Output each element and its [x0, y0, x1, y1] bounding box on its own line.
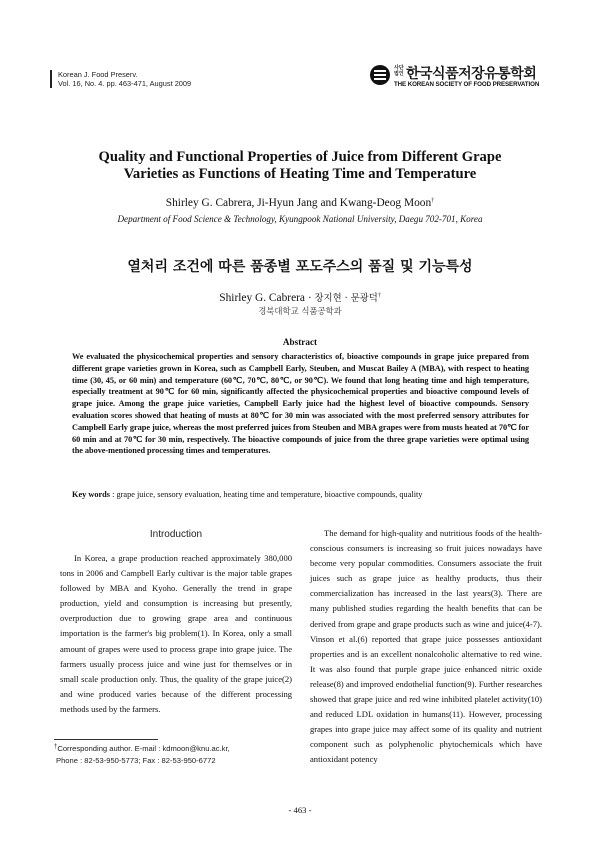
- intro-paragraph-left: In Korea, a grape production reached approximately 380,000 tons in 2006 and Campbell Early cultivar is the major table grapes followed by MBA and Kyoho. Generally the trend in grape production, yield and consumption is increasing but presently, overproduction due to growing grape area and continuous importation is the farmer's big problem(1). In Korea, only a small amount of grapes were used to process grape into grape juice. The farmers usually process juice and wine just for themselves or in small scale production only. Thus, the quality of the grape juice(2) and wine produced varies because of the different processing methods used by the farmers.: [60, 553, 292, 714]
- footnote-phone: Phone : 82-53-950-5773; Fax : 82-53-950-6772: [56, 756, 216, 765]
- society-logo: [370, 64, 552, 90]
- keywords-label: Key words: [72, 490, 111, 499]
- korean-title: 열처리 조건에 따른 품종별 포도주스의 품질 및 기능특성: [127, 259, 473, 275]
- corresponding-mark: †: [431, 198, 435, 204]
- right-column: [310, 526, 542, 768]
- author-list: [60, 196, 540, 210]
- korean-authors-latin: Shirley G. Cabrera ·: [219, 292, 315, 304]
- korean-corresponding-mark: †: [377, 293, 381, 299]
- korean-author-list: [60, 291, 540, 306]
- intro-paragraph-right: The demand for high-quality and nutritious foods of the health-conscious consumers is increasing so fruit juices nowadays have become very popular commodities. Consumers associate the fruit juices such as grape juice as healthy products, thus their commercialization has increased in the last years(3). There are many published studies regarding the health benefits that can be derived from grape and grape products such as wine and juice(4-7). Vinson et al.(6) reported that grape juice possesses antioxidant properties and is an excellent nonalcoholic alternative to red wine. It was also found that purple grape juice enhanced nitric oxide release(8) and improved endothelial function(9). Further researches showed that grape juice and red wine inhibited platelet activity(10) and reduced LDL oxidation in humans(11). However, processing grapes into grape juice may affect some of its quality and nutrient component such as polyphenolic phytochemicals which have antioxidant potency: [310, 528, 542, 765]
- korean-authors-korean: 장지현 · 문광덕: [314, 293, 378, 304]
- abstract-text: We evaluated the physicochemical properties and sensory characteristics of, bioactive compounds in grape juice prepared from different grape varieties grown in Korea, such as Campbell Early, Steuben, and Muscat Bailey A (MBA), with respect to heating time (30, 45, or 60 min) and temperature (60℃, 70℃, 80℃, or 90℃). We found that long heating time and high temperature, especially treatment at 90℃ for 60 min, significantly affected the physicochemical properties and bioactive compound levels of grape juice. Among the grape juice varieties, Campbell Early juice had the highest level of bioactive compounds. Sensory evaluation scores showed that heating of musts at 80℃ for 30 min was associated with the most preferred sensory attributes for Campbell Early grape juice, whereas the most preferred juices from Steuben and MBA grapes were from musts heated at 70℃ for 60 min and at 70℃ for 30 min, respectively. The bioactive compounds of juice from the three grape varieties were optimal using the above-mentioned processing times and temperatures.: [72, 352, 529, 456]
- author-names: Shirley G. Cabrera, Ji-Hyun Jang and Kwang-Deog Moon: [165, 197, 432, 209]
- keywords: [72, 489, 532, 500]
- korean-affiliation: 경북대학교 식품공학과: [258, 306, 342, 316]
- keywords-text: : grape juice, sensory evaluation, heating time and temperature, bioactive compounds, quality: [112, 490, 423, 499]
- affiliation: Department of Food Science & Technology, Kyungpook National University, Daegu 702-701, Korea: [117, 214, 483, 224]
- society-english-name: THE KOREAN SOCIETY OF FOOD PRESERVATION: [394, 81, 540, 88]
- left-column: [60, 528, 292, 717]
- abstract-heading: Abstract: [282, 337, 318, 347]
- footnote-email: Corresponding author. E-mail : kdmoon@knu.ac.kr,: [57, 744, 230, 753]
- footnote-mark: †: [54, 744, 58, 750]
- journal-volume: Vol. 16, No. 4. pp. 463-471, August 2009: [58, 79, 192, 88]
- paper-title-line1: Quality and Functional Properties of Juice from Different Grape: [98, 149, 502, 165]
- journal-name: Korean J. Food Preserv.: [58, 70, 138, 79]
- journal-citation: [50, 70, 191, 88]
- introduction-heading: Introduction: [149, 529, 203, 540]
- society-tag: 사단법인: [394, 65, 404, 77]
- society-emblem-icon: [370, 65, 390, 85]
- footnote-divider: [54, 739, 158, 740]
- paper-title-line2: Varieties as Functions of Heating Time and Temperature: [123, 166, 477, 182]
- page-number: - 463 -: [288, 805, 312, 815]
- footnote: [54, 743, 294, 767]
- society-korean-name: 한국식품저장유통학회: [406, 66, 537, 82]
- paper-title: [60, 149, 540, 183]
